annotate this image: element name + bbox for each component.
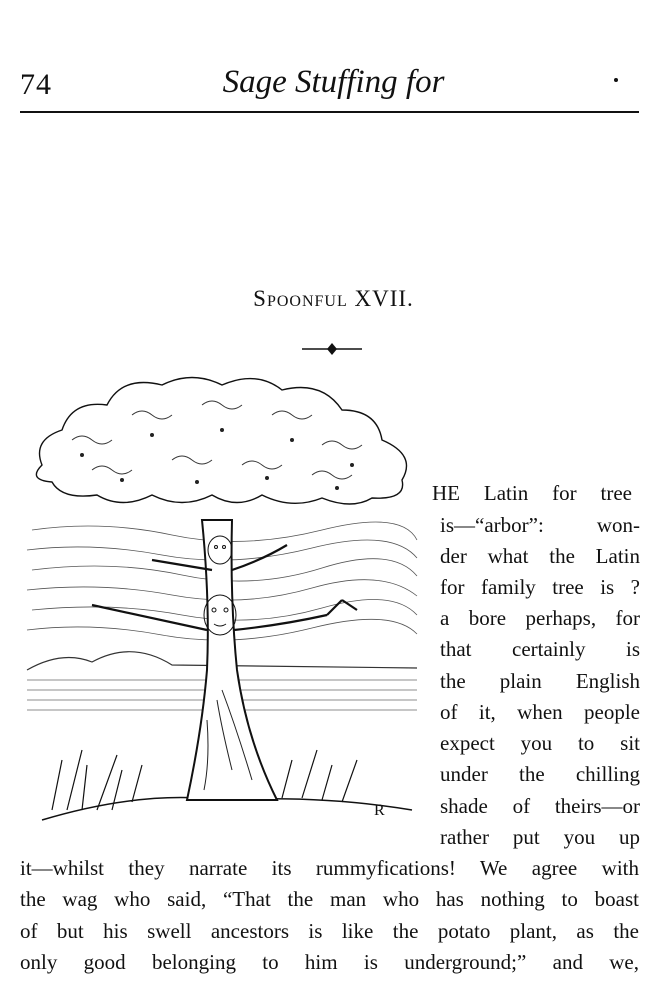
ornament-divider — [302, 342, 362, 356]
text-line: the wag who said, “That the man who has nothing to boast — [20, 887, 639, 911]
header-dot — [614, 78, 618, 82]
text-line: that certainly is — [440, 637, 640, 661]
running-head: Sage Stuffing for — [222, 64, 445, 100]
text-line: only good belonging to him is underground;” and we, — [20, 950, 639, 974]
page-number: 74 — [20, 68, 52, 101]
text-line: under the chilling — [440, 762, 640, 786]
text-line: rather put you up — [440, 825, 640, 849]
text-line: the plain English — [440, 669, 640, 693]
text-line: for family tree is ? — [440, 575, 640, 599]
tree-illustration — [22, 370, 422, 840]
chapter-title-prefix: Spoonful — [253, 286, 348, 311]
text-line: expect you to sit — [440, 731, 640, 755]
header-rule — [20, 111, 639, 113]
chapter-title-number: XVII. — [354, 286, 414, 311]
text-line: of but his swell ancestors is like the potato plant, as the — [20, 919, 639, 943]
text-line: a bore perhaps, for — [440, 606, 640, 630]
text-line: der what the Latin — [440, 544, 640, 568]
chapter-title — [0, 286, 667, 312]
illustration-signature: R — [374, 802, 385, 819]
text-line: is—“arbor”: won- — [440, 513, 640, 537]
text-line: HE Latin for tree — [432, 481, 632, 505]
text-line: shade of theirs—or — [440, 794, 640, 818]
text-line: of it, when people — [440, 700, 640, 724]
text-line: it—whilst they narrate its rummyfications! We agree with — [20, 856, 639, 880]
